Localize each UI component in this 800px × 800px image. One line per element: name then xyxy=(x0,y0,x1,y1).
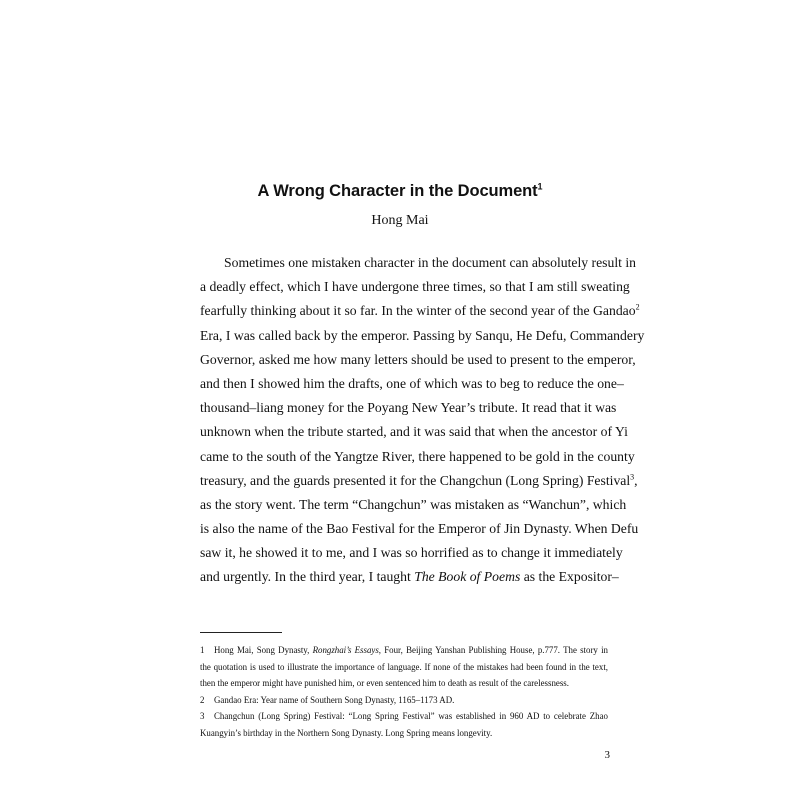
title-footnote-marker: 1 xyxy=(537,181,543,192)
body-line xyxy=(200,299,640,323)
body-line: Governor, asked me how many letters should be used to present to the emperor, xyxy=(200,351,636,367)
body-line: Sometimes one mistaken character in the document can absolutely result in xyxy=(224,255,637,270)
footnote-book-title: Rongzhai’s Essays xyxy=(312,645,379,655)
footnote-1-line: then the emperor might have punished him, or even sentenced him to death as result of the carelessness. xyxy=(200,678,569,689)
body-paragraph xyxy=(200,251,645,590)
title-text: A Wrong Character in the Document xyxy=(257,182,538,200)
footnote-text: , Four, Beijing Yanshan Publishing House, p.777. The story in xyxy=(378,645,608,655)
footnote-text: Gandao Era: Year name of Southern Song Dynasty, 1165–1173 AD. xyxy=(214,694,455,705)
footnote-marker: 2 xyxy=(635,302,640,312)
body-line-text: as the Expositor– xyxy=(520,569,619,585)
page-number: 3 xyxy=(604,749,610,761)
body-line: came to the south of the Yangtze River, there happened to be gold in the county xyxy=(200,448,635,464)
footnotes xyxy=(200,642,608,742)
body-line: is also the name of the Bao Festival for the Emperor of Jin Dynasty. When Defu xyxy=(200,521,639,537)
body-line: unknown when the tribute started, and it was said that when the ancestor of Yi xyxy=(200,424,628,440)
footnote-text: Changchun (Long Spring) Festival: “Long Spring Festival” was established in 960 AD to celebrate Zhao xyxy=(214,711,608,722)
book-title: The Book of Poems xyxy=(414,569,521,585)
body-line-text: fearfully thinking about it so far. In the winter of the second year of the Gandao xyxy=(200,303,636,319)
footnote-marker: 3 xyxy=(630,472,635,482)
footnote-number: 3 xyxy=(200,711,205,722)
footnote-1 xyxy=(200,642,608,659)
body-line xyxy=(200,565,619,589)
body-line: Era, I was called back by the emperor. Passing by Sanqu, He Defu, Commandery xyxy=(200,327,645,343)
body-line: and then I showed him the drafts, one of which was to beg to reduce the one– xyxy=(200,375,624,391)
footnote-number: 2 xyxy=(200,694,205,705)
body-line: saw it, he showed it to me, and I was so horrified as to change it immediately xyxy=(200,545,623,561)
footnote-number: 1 xyxy=(200,645,205,655)
body-line-text: treasury, and the guards presented it for the Changchun (Long Spring) Festival xyxy=(200,472,631,488)
body-line: as the story went. The term “Changchun” was mistaken as “Wanchun”, which xyxy=(200,496,627,512)
body-line: a deadly effect, which I have undergone three times, so that I am still sweating xyxy=(200,279,630,295)
author-name: Hong Mai xyxy=(371,213,429,228)
footnote-3 xyxy=(200,708,608,725)
footnote-1-line: the quotation is used to illustrate the importance of language. If none of the mistakes had been found in the text, xyxy=(200,661,608,672)
body-line-text: , xyxy=(634,472,638,488)
page-title xyxy=(0,182,800,201)
footnote-3-line: Kuangyin’s birthday in the Northern Song Dynasty. Long Spring means longevity. xyxy=(200,727,493,738)
body-line: thousand–liang money for the Poyang New Year’s tribute. It read that it was xyxy=(200,400,617,416)
footnote-2 xyxy=(200,692,608,709)
footnote-text: Hong Mai, Song Dynasty, xyxy=(214,645,313,655)
body-line-text: and urgently. In the third year, I taught xyxy=(200,569,415,585)
footnote-divider xyxy=(200,632,282,633)
body-line xyxy=(200,469,638,493)
